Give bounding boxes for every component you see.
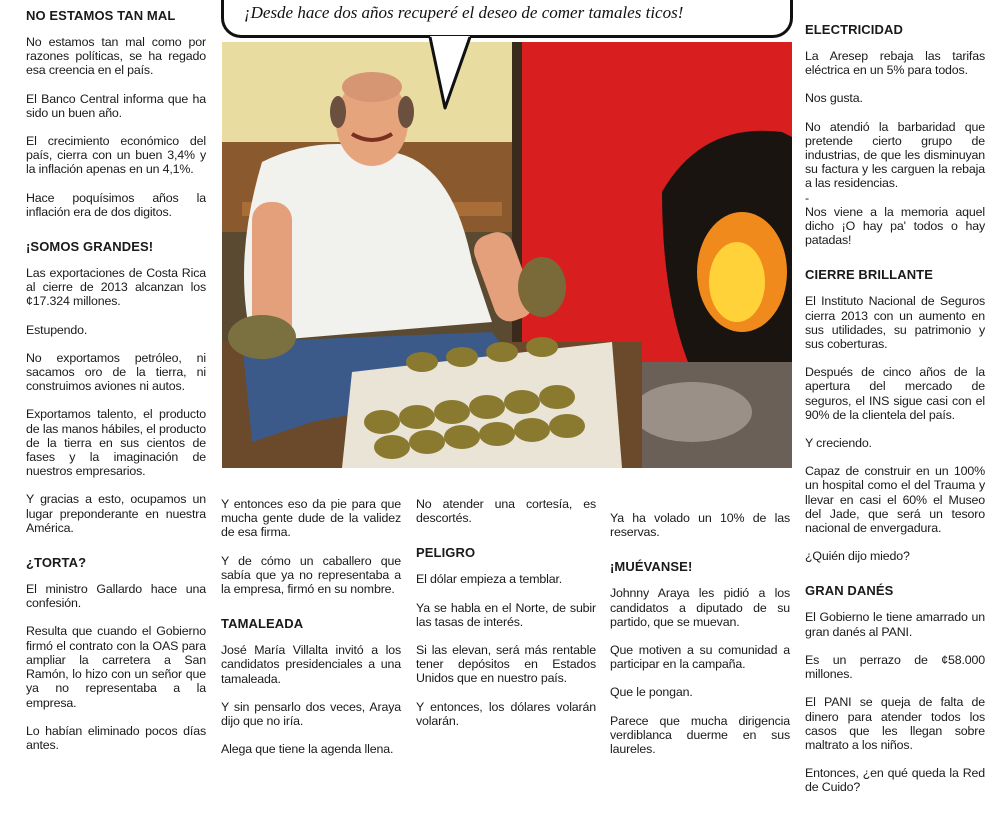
article-paragraph: ¿Quién dijo miedo?	[805, 549, 910, 564]
article-section	[805, 267, 985, 563]
article-section	[26, 8, 206, 219]
article-paragraph: Que motiven a su comunidad a participar en la campaña.	[610, 643, 790, 672]
article-paragraph: Hace poquísimos años la inflación era de dos digitos.	[26, 190, 206, 219]
section-heading: ¿TORTA?	[26, 555, 87, 571]
article-paragraph: Resulta que cuando el Gobierno firmó el contrato con la OAS para ampliar la carretera a San Ramón, lo hizo con un señor que ya no representaba a la empresa.	[26, 624, 206, 710]
photo-illustration	[222, 42, 792, 468]
article-section	[805, 583, 985, 794]
article-section	[610, 559, 790, 756]
article-paragraph: Que le pongan.	[610, 685, 693, 700]
article-paragraph: Ya se habla en el Norte, de subir las tasas de interés.	[416, 600, 596, 629]
article-paragraph: Y sin pensarlo dos veces, Araya dijo que no iría.	[221, 699, 401, 729]
article-paragraph: Las exportaciones de Costa Rica al cierre de 2013 alcanzan los ¢17.324 millones.	[26, 266, 206, 309]
section-heading: GRAN DANÉS	[805, 583, 894, 599]
article-paragraph: Y entonces eso da pie para que mucha gente dude de la validez de esa firma.	[221, 497, 401, 540]
article-section	[221, 616, 401, 756]
quote-text: ¡Desde hace dos años recuperé el deseo de comer tamales ticos!	[244, 3, 684, 22]
section-heading: CIERRE BRILLANTE	[805, 267, 933, 283]
section-heading: TAMALEADA	[221, 616, 304, 632]
article-section	[610, 511, 790, 539]
article-paragraph: No exportamos petróleo, ni sacamos oro de la tierra, ni construimos aviones ni autos.	[26, 350, 206, 394]
article-paragraph: Parece que mucha dirigencia verdiblanca duerme en sus laureles.	[610, 713, 790, 757]
article-paragraph: Ya ha volado un 10% de las reservas.	[610, 511, 790, 540]
article-paragraph: Si las elevan, será más rentable tener depósitos en Estados Unidos que en nuestro país.	[416, 643, 596, 686]
column-1	[26, 8, 206, 772]
article-paragraph: Exportamos talento, el producto de las manos hábiles, el producto de la tierra en sus cientos de fases y la imaginación de nuestros empresarios.	[26, 407, 206, 479]
article-paragraph: Capaz de construir en un 100% un hospital como el del Trauma y llevar en casi el 60% el Museo del Jade, que será un tesoro nacional de envergadura.	[805, 464, 985, 536]
article-section	[26, 239, 206, 535]
article-section	[416, 545, 596, 728]
article-paragraph: El Instituto Nacional de Seguros cierra 2013 con un aumento en sus utilidades, su patrimonio y sus coberturas.	[805, 294, 985, 352]
article-paragraph: No atender una cortesía, es descortés.	[416, 497, 596, 526]
article-paragraph: Johnny Araya les pidió a los candidatos a diputado de su partido, que se muevan.	[610, 586, 790, 629]
article-paragraph: Y gracias a esto, ocupamos un lugar preponderante en nuestra América.	[26, 492, 206, 535]
article-paragraph: El Gobierno le tiene amarrado un gran danés al PANI.	[805, 610, 985, 639]
article-section	[221, 497, 401, 596]
article-paragraph: Y de cómo un caballero que sabía que ya no representaba a la empresa, firmó en su nombre.	[221, 553, 401, 597]
article-paragraph: Y creciendo.	[805, 436, 872, 451]
speech-bubble	[221, 0, 793, 38]
section-heading: NO ESTAMOS TAN MAL	[26, 8, 176, 23]
article-paragraph: El crecimiento económico del país, cierra con un buen 3,4% y la inflación apenas en un 4,1%.	[26, 134, 206, 177]
section-heading: ¡SOMOS GRANDES!	[26, 239, 154, 255]
article-paragraph: El dólar empieza a temblar.	[416, 572, 563, 587]
section-heading: PELIGRO	[416, 545, 476, 561]
section-heading: ¡MUÉVANSE!	[610, 559, 693, 575]
article-paragraph: El ministro Gallardo hace una confesión.	[26, 582, 206, 611]
column-5	[805, 22, 985, 815]
article-paragraph: Y entonces, los dólares volarán volarán.	[416, 699, 596, 728]
article-paragraph: El PANI se queja de falta de dinero para atender todos los casos que les llegan sobre maltrato a los niños.	[805, 695, 985, 752]
column-4	[610, 511, 790, 776]
article-section	[416, 497, 596, 525]
article-paragraph: Alega que tiene la agenda llena.	[221, 742, 394, 757]
article-paragraph: Lo habían eliminado pocos días antes.	[26, 723, 206, 752]
article-paragraph: José María Villalta invitó a los candidatos presidenciales a una tamaleada.	[221, 643, 401, 686]
article-paragraph: Entonces, ¿en qué queda la Red de Cuido?	[805, 766, 985, 795]
article-paragraph: Después de cinco años de la apertura del mercado de seguros, el INS sigue casi con el 90% de la clientela del país.	[805, 365, 985, 422]
article-section	[26, 555, 206, 752]
article-paragraph: La Aresep rebaja las tarifas eléctrica en un 5% para todos.	[805, 49, 985, 78]
article-paragraph: Nos gusta.	[805, 91, 863, 106]
section-heading: ELECTRICIDAD	[805, 22, 903, 37]
article-paragraph: No atendió la barbaridad que pretende cierto grupo de industrias, de que les disminuyan su factura y les carguen la rebaja a las residencias. - Nos viene a la memoria aquel dicho ¡O hay pa' todos o hay patadas!	[805, 119, 985, 248]
article-paragraph: Estupendo.	[26, 322, 88, 337]
column-2	[221, 497, 401, 776]
article-paragraph: No estamos tan mal como por razones políticas, se ha regado esa creencia en el país.	[26, 35, 206, 78]
article-paragraph: Es un perrazo de ¢58.000 millones.	[805, 652, 985, 682]
article-photo	[222, 42, 792, 468]
column-3	[416, 497, 596, 748]
article-section	[805, 22, 985, 247]
article-paragraph: El Banco Central informa que ha sido un buen año.	[26, 91, 206, 120]
